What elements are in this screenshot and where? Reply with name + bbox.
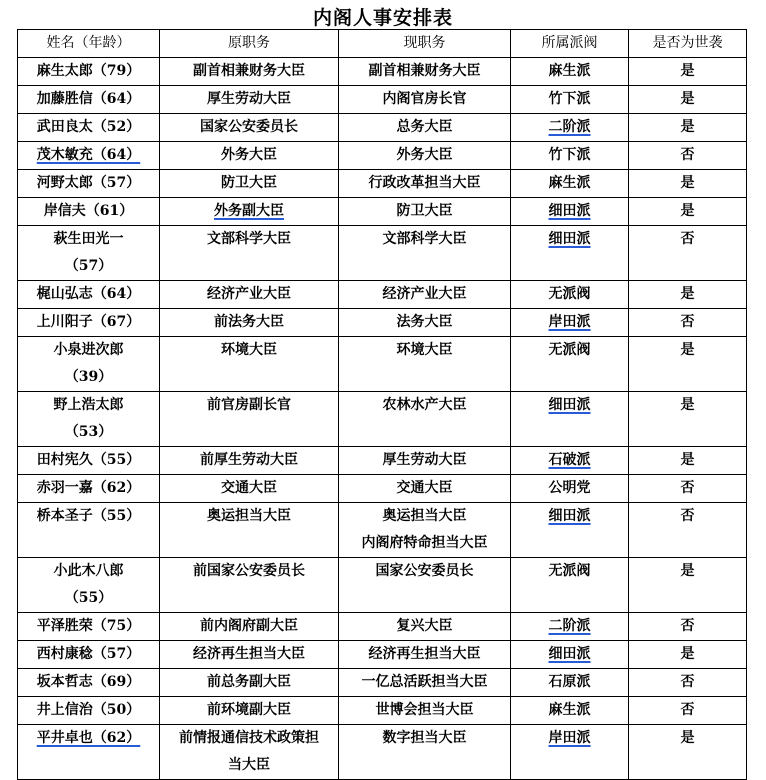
cell-prev-post: 副首相兼财务大臣	[160, 58, 339, 86]
cell-hereditary: 否	[629, 613, 747, 641]
cell-current-post	[339, 503, 511, 558]
name-line-1: 萩生田光一	[53, 231, 124, 247]
cell-current-post: 法务大臣	[339, 309, 511, 337]
cell-faction: 石原派	[511, 669, 629, 697]
prev-post-line-1: 前情报通信技术政策担	[179, 730, 319, 746]
faction-text: 细田派	[548, 231, 591, 247]
cell-prev-post: 经济再生担当大臣	[160, 641, 339, 669]
cell-current-post: 经济产业大臣	[339, 281, 511, 309]
table-row	[18, 725, 747, 780]
cell-name: 井上信治（50）	[18, 697, 160, 725]
cell-hereditary: 否	[629, 475, 747, 503]
faction-text: 二阶派	[548, 119, 591, 135]
cell-name: 田村宪久（55）	[18, 447, 160, 475]
cell-name: 西村康稔（57）	[18, 641, 160, 669]
table-row	[18, 198, 747, 226]
cell-faction	[511, 725, 629, 780]
table-row	[18, 309, 747, 337]
table-row	[18, 392, 747, 447]
cell-faction	[511, 641, 629, 669]
cell-hereditary: 是	[629, 198, 747, 226]
cell-hereditary: 否	[629, 309, 747, 337]
name-line-2: （53）	[64, 424, 113, 440]
cell-prev-post: 交通大臣	[160, 475, 339, 503]
cell-hereditary: 是	[629, 337, 747, 392]
cell-faction	[511, 198, 629, 226]
table-row	[18, 281, 747, 309]
cell-current-post: 内阁官房长官	[339, 86, 511, 114]
cell-current-post: 外务大臣	[339, 142, 511, 170]
cell-prev-post: 前法务大臣	[160, 309, 339, 337]
table-row	[18, 86, 747, 114]
cell-hereditary: 是	[629, 58, 747, 86]
cell-faction: 竹下派	[511, 142, 629, 170]
table-row	[18, 613, 747, 641]
faction-text: 二阶派	[548, 618, 591, 634]
name-line-1: 野上浩太郎	[53, 397, 124, 413]
faction-text: 岸田派	[548, 730, 591, 746]
cell-current-post: 文部科学大臣	[339, 226, 511, 281]
cell-prev-post: 厚生劳动大臣	[160, 86, 339, 114]
cell-prev-post	[160, 725, 339, 780]
cell-name: 桥本圣子（55）	[18, 503, 160, 558]
cell-current-post: 总务大臣	[339, 114, 511, 142]
column-header-prev-post: 原职务	[160, 30, 339, 58]
cell-current-post: 环境大臣	[339, 337, 511, 392]
cell-hereditary: 否	[629, 503, 747, 558]
cell-current-post: 厚生劳动大臣	[339, 447, 511, 475]
cell-prev-post: 外务大臣	[160, 142, 339, 170]
cell-name	[18, 725, 160, 780]
cell-prev-post	[160, 198, 339, 226]
table-row	[18, 697, 747, 725]
cell-hereditary: 否	[629, 226, 747, 281]
faction-text: 细田派	[548, 397, 591, 413]
cell-prev-post: 文部科学大臣	[160, 226, 339, 281]
cell-hereditary: 是	[629, 392, 747, 447]
faction-text: 细田派	[548, 646, 591, 662]
cell-hereditary: 是	[629, 447, 747, 475]
cell-current-post: 复兴大臣	[339, 613, 511, 641]
cell-current-post: 农林水产大臣	[339, 392, 511, 447]
cell-name	[18, 558, 160, 613]
faction-text: 细田派	[548, 508, 591, 524]
faction-text: 石破派	[548, 452, 591, 468]
cell-name	[18, 142, 160, 170]
cell-current-post: 行政改革担当大臣	[339, 170, 511, 198]
table-row	[18, 447, 747, 475]
cell-faction: 无派阀	[511, 558, 629, 613]
cell-name: 麻生太郎（79）	[18, 58, 160, 86]
cell-faction: 无派阀	[511, 281, 629, 309]
faction-text: 岸田派	[548, 314, 591, 330]
cell-prev-post: 前国家公安委员长	[160, 558, 339, 613]
cell-faction	[511, 392, 629, 447]
faction-text: 细田派	[548, 203, 591, 219]
prev-post-text: 外务副大臣	[214, 203, 284, 219]
cell-faction: 麻生派	[511, 170, 629, 198]
cell-prev-post: 前厚生劳动大臣	[160, 447, 339, 475]
cabinet-table	[17, 29, 747, 780]
table-row	[18, 58, 747, 86]
name-text: 平井卓也（62）	[36, 730, 141, 746]
table-row	[18, 669, 747, 697]
cell-name: 岸信夫（61）	[18, 198, 160, 226]
column-header-hereditary: 是否为世袭	[629, 30, 747, 58]
table-row	[18, 226, 747, 281]
cell-prev-post: 奥运担当大臣	[160, 503, 339, 558]
table-row	[18, 114, 747, 142]
cell-name	[18, 226, 160, 281]
cell-current-post: 交通大臣	[339, 475, 511, 503]
cell-name: 梶山弘志（64）	[18, 281, 160, 309]
cell-hereditary: 是	[629, 86, 747, 114]
cell-hereditary: 是	[629, 558, 747, 613]
cell-name: 加藤胜信（64）	[18, 86, 160, 114]
cell-faction	[511, 447, 629, 475]
cell-hereditary: 是	[629, 281, 747, 309]
cell-prev-post: 环境大臣	[160, 337, 339, 392]
cell-faction: 无派阀	[511, 337, 629, 392]
cell-faction: 麻生派	[511, 697, 629, 725]
cell-name	[18, 337, 160, 392]
table-row	[18, 558, 747, 613]
current-post-line-1: 奥运担当大臣	[382, 508, 467, 524]
cell-current-post: 世博会担当大臣	[339, 697, 511, 725]
table-row	[18, 142, 747, 170]
table-row	[18, 475, 747, 503]
cell-prev-post: 防卫大臣	[160, 170, 339, 198]
cell-current-post: 数字担当大臣	[339, 725, 511, 780]
cell-faction	[511, 503, 629, 558]
cell-prev-post: 前总务副大臣	[160, 669, 339, 697]
cell-name: 坂本哲志（69）	[18, 669, 160, 697]
cell-prev-post: 国家公安委员长	[160, 114, 339, 142]
cell-hereditary: 是	[629, 114, 747, 142]
cell-current-post: 国家公安委员长	[339, 558, 511, 613]
cell-faction: 竹下派	[511, 86, 629, 114]
cell-prev-post: 前官房副长官	[160, 392, 339, 447]
cell-prev-post: 前环境副大臣	[160, 697, 339, 725]
cell-name	[18, 392, 160, 447]
cell-current-post: 副首相兼财务大臣	[339, 58, 511, 86]
current-post-line-2: 内阁府特命担当大臣	[361, 535, 488, 551]
name-line-1: 小泉进次郎	[53, 342, 124, 358]
cell-faction	[511, 309, 629, 337]
cell-faction: 公明党	[511, 475, 629, 503]
cell-hereditary: 是	[629, 170, 747, 198]
cell-prev-post: 前内阁府副大臣	[160, 613, 339, 641]
cell-prev-post: 经济产业大臣	[160, 281, 339, 309]
name-line-2: （55）	[64, 590, 113, 606]
cell-faction	[511, 613, 629, 641]
cell-faction	[511, 114, 629, 142]
column-header-name: 姓名（年龄）	[18, 30, 160, 58]
name-line-1: 小此木八郎	[53, 563, 124, 579]
name-line-2: （39）	[64, 369, 113, 385]
cell-name: 河野太郎（57）	[18, 170, 160, 198]
cell-current-post: 防卫大臣	[339, 198, 511, 226]
column-header-current-post: 现职务	[339, 30, 511, 58]
table-row	[18, 503, 747, 558]
cell-name: 武田良太（52）	[18, 114, 160, 142]
table-header-row	[18, 30, 747, 58]
cell-hereditary: 否	[629, 697, 747, 725]
cell-faction: 麻生派	[511, 58, 629, 86]
table-row	[18, 337, 747, 392]
cell-hereditary: 是	[629, 725, 747, 780]
cell-current-post: 经济再生担当大臣	[339, 641, 511, 669]
prev-post-line-2: 当大臣	[228, 757, 270, 773]
cell-hereditary: 否	[629, 669, 747, 697]
name-text: 茂木敏充（64）	[36, 147, 141, 163]
cell-hereditary: 否	[629, 142, 747, 170]
cell-current-post: 一亿总活跃担当大臣	[339, 669, 511, 697]
table-row	[18, 641, 747, 669]
cell-name: 赤羽一嘉（62）	[18, 475, 160, 503]
table-row	[18, 170, 747, 198]
cell-name: 平泽胜荣（75）	[18, 613, 160, 641]
cell-name: 上川阳子（67）	[18, 309, 160, 337]
cell-hereditary: 是	[629, 641, 747, 669]
name-line-2: （57）	[64, 258, 113, 274]
column-header-faction: 所属派阀	[511, 30, 629, 58]
page-title: 内阁人事安排表	[312, 7, 453, 29]
cell-faction	[511, 226, 629, 281]
